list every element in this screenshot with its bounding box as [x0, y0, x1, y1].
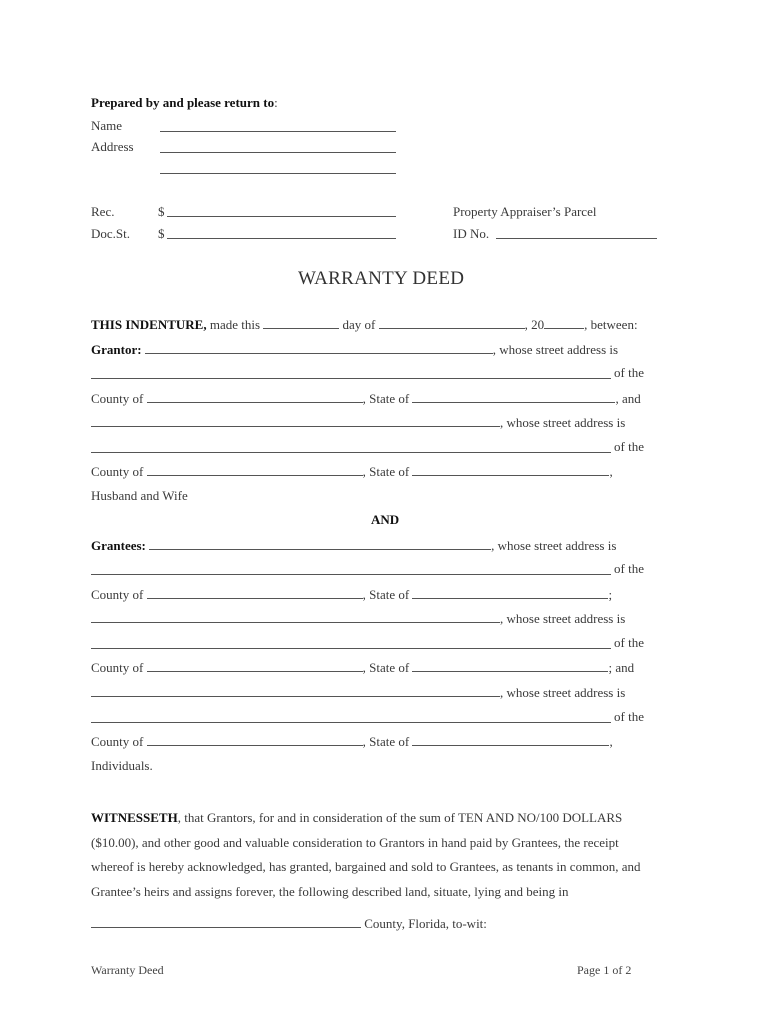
grantor-state-field-1[interactable]	[412, 390, 615, 403]
grantor-address-field-2[interactable]	[91, 440, 611, 453]
footer-doc-name: Warranty Deed	[91, 963, 164, 977]
grantee-state-field-3[interactable]	[412, 733, 609, 746]
parcel-label: Property Appraiser’s Parcel	[453, 204, 597, 219]
grantor-address-field-1[interactable]	[91, 366, 611, 379]
county-florida-line: County, Florida, to-wit:	[91, 915, 487, 932]
grantor-county-line-1: County of , State of , and	[91, 391, 641, 406]
witnesseth-line-1: WITNESSETH, that Grantors, for and in consideration of the sum of TEN AND NO/100 DOLLARS	[91, 810, 623, 825]
grantees-line-2: , whose street address is	[91, 610, 625, 627]
rec-dollar: $	[158, 204, 165, 219]
witnesseth-line-3: whereof is hereby acknowledged, has granted, bargained and sold to Grantees, as tenants in common, and	[91, 859, 641, 874]
grantee-county-field-1[interactable]	[147, 586, 363, 599]
grantee-name-field-1[interactable]	[149, 537, 491, 550]
grantor-name-field-2[interactable]	[91, 414, 500, 427]
rec-label: Rec.	[91, 204, 115, 219]
indenture-line: THIS INDENTURE, made this day of , 20 , between:	[91, 317, 638, 332]
docst-dollar: $	[158, 226, 165, 241]
grantee-of-the-1: of the	[614, 561, 644, 576]
grantee-address-field-3[interactable]	[91, 710, 611, 723]
month-field[interactable]	[379, 316, 525, 329]
grantee-name-field-2[interactable]	[91, 610, 500, 623]
name-field[interactable]	[160, 119, 396, 132]
grantor-county-field-1[interactable]	[147, 390, 363, 403]
address-label: Address	[91, 139, 134, 154]
grantor-state-field-2[interactable]	[412, 463, 609, 476]
grantor-of-the-1: of the	[614, 365, 644, 380]
grantee-state-field-1[interactable]	[412, 586, 608, 599]
grantor-of-the-2: of the	[614, 439, 644, 454]
grantees-line-1: Grantees: , whose street address is	[91, 538, 617, 553]
grantor-county-field-2[interactable]	[147, 463, 363, 476]
docst-field[interactable]	[167, 226, 396, 239]
grantee-address-field-1[interactable]	[91, 562, 611, 575]
grantee-county-field-2[interactable]	[147, 659, 363, 672]
land-county-field[interactable]	[91, 915, 361, 928]
grantees-line-3: , whose street address is	[91, 684, 625, 701]
grantor-line-2: , whose street address is	[91, 414, 625, 431]
and-label: AND	[371, 512, 400, 527]
individuals-label: Individuals.	[91, 758, 153, 773]
year-field[interactable]	[544, 316, 584, 329]
name-label: Name	[91, 118, 123, 133]
address-field-1[interactable]	[160, 140, 396, 153]
husband-wife-label: Husband and Wife	[91, 488, 188, 503]
grantor-line-1: Grantor: , whose street address is	[91, 342, 619, 357]
grantee-county-line-2: County of , State of ; and	[91, 660, 635, 675]
grantee-county-field-3[interactable]	[147, 733, 363, 746]
witnesseth-line-2: ($10.00), and other good and valuable consideration to Grantors in hand paid by Grantees, the receipt	[91, 835, 619, 850]
address-field-2[interactable]	[160, 161, 396, 174]
grantee-address-field-2[interactable]	[91, 636, 611, 649]
parcel-id-field[interactable]	[496, 226, 657, 239]
grantor-county-line-2: County of , State of ,	[91, 464, 613, 479]
grantee-of-the-2: of the	[614, 635, 644, 650]
footer-page-number: Page 1 of 2	[577, 963, 632, 977]
prepared-by-heading: Prepared by and please return to:	[91, 95, 278, 110]
grantee-county-line-1: County of , State of ;	[91, 587, 613, 602]
witnesseth-line-4: Grantee’s heirs and assigns forever, the following described land, situate, lying and being in	[91, 884, 569, 899]
grantee-county-line-3: County of , State of ,	[91, 734, 613, 749]
rec-field[interactable]	[167, 204, 396, 217]
grantor-name-field-1[interactable]	[145, 341, 493, 354]
id-label: ID No.	[453, 226, 490, 241]
grantee-name-field-3[interactable]	[91, 684, 500, 697]
grantee-of-the-3: of the	[614, 709, 644, 724]
grantee-state-field-2[interactable]	[412, 659, 608, 672]
page-title: WARRANTY DEED	[298, 268, 465, 289]
docst-label: Doc.St.	[91, 226, 130, 241]
day-field[interactable]	[263, 316, 339, 329]
